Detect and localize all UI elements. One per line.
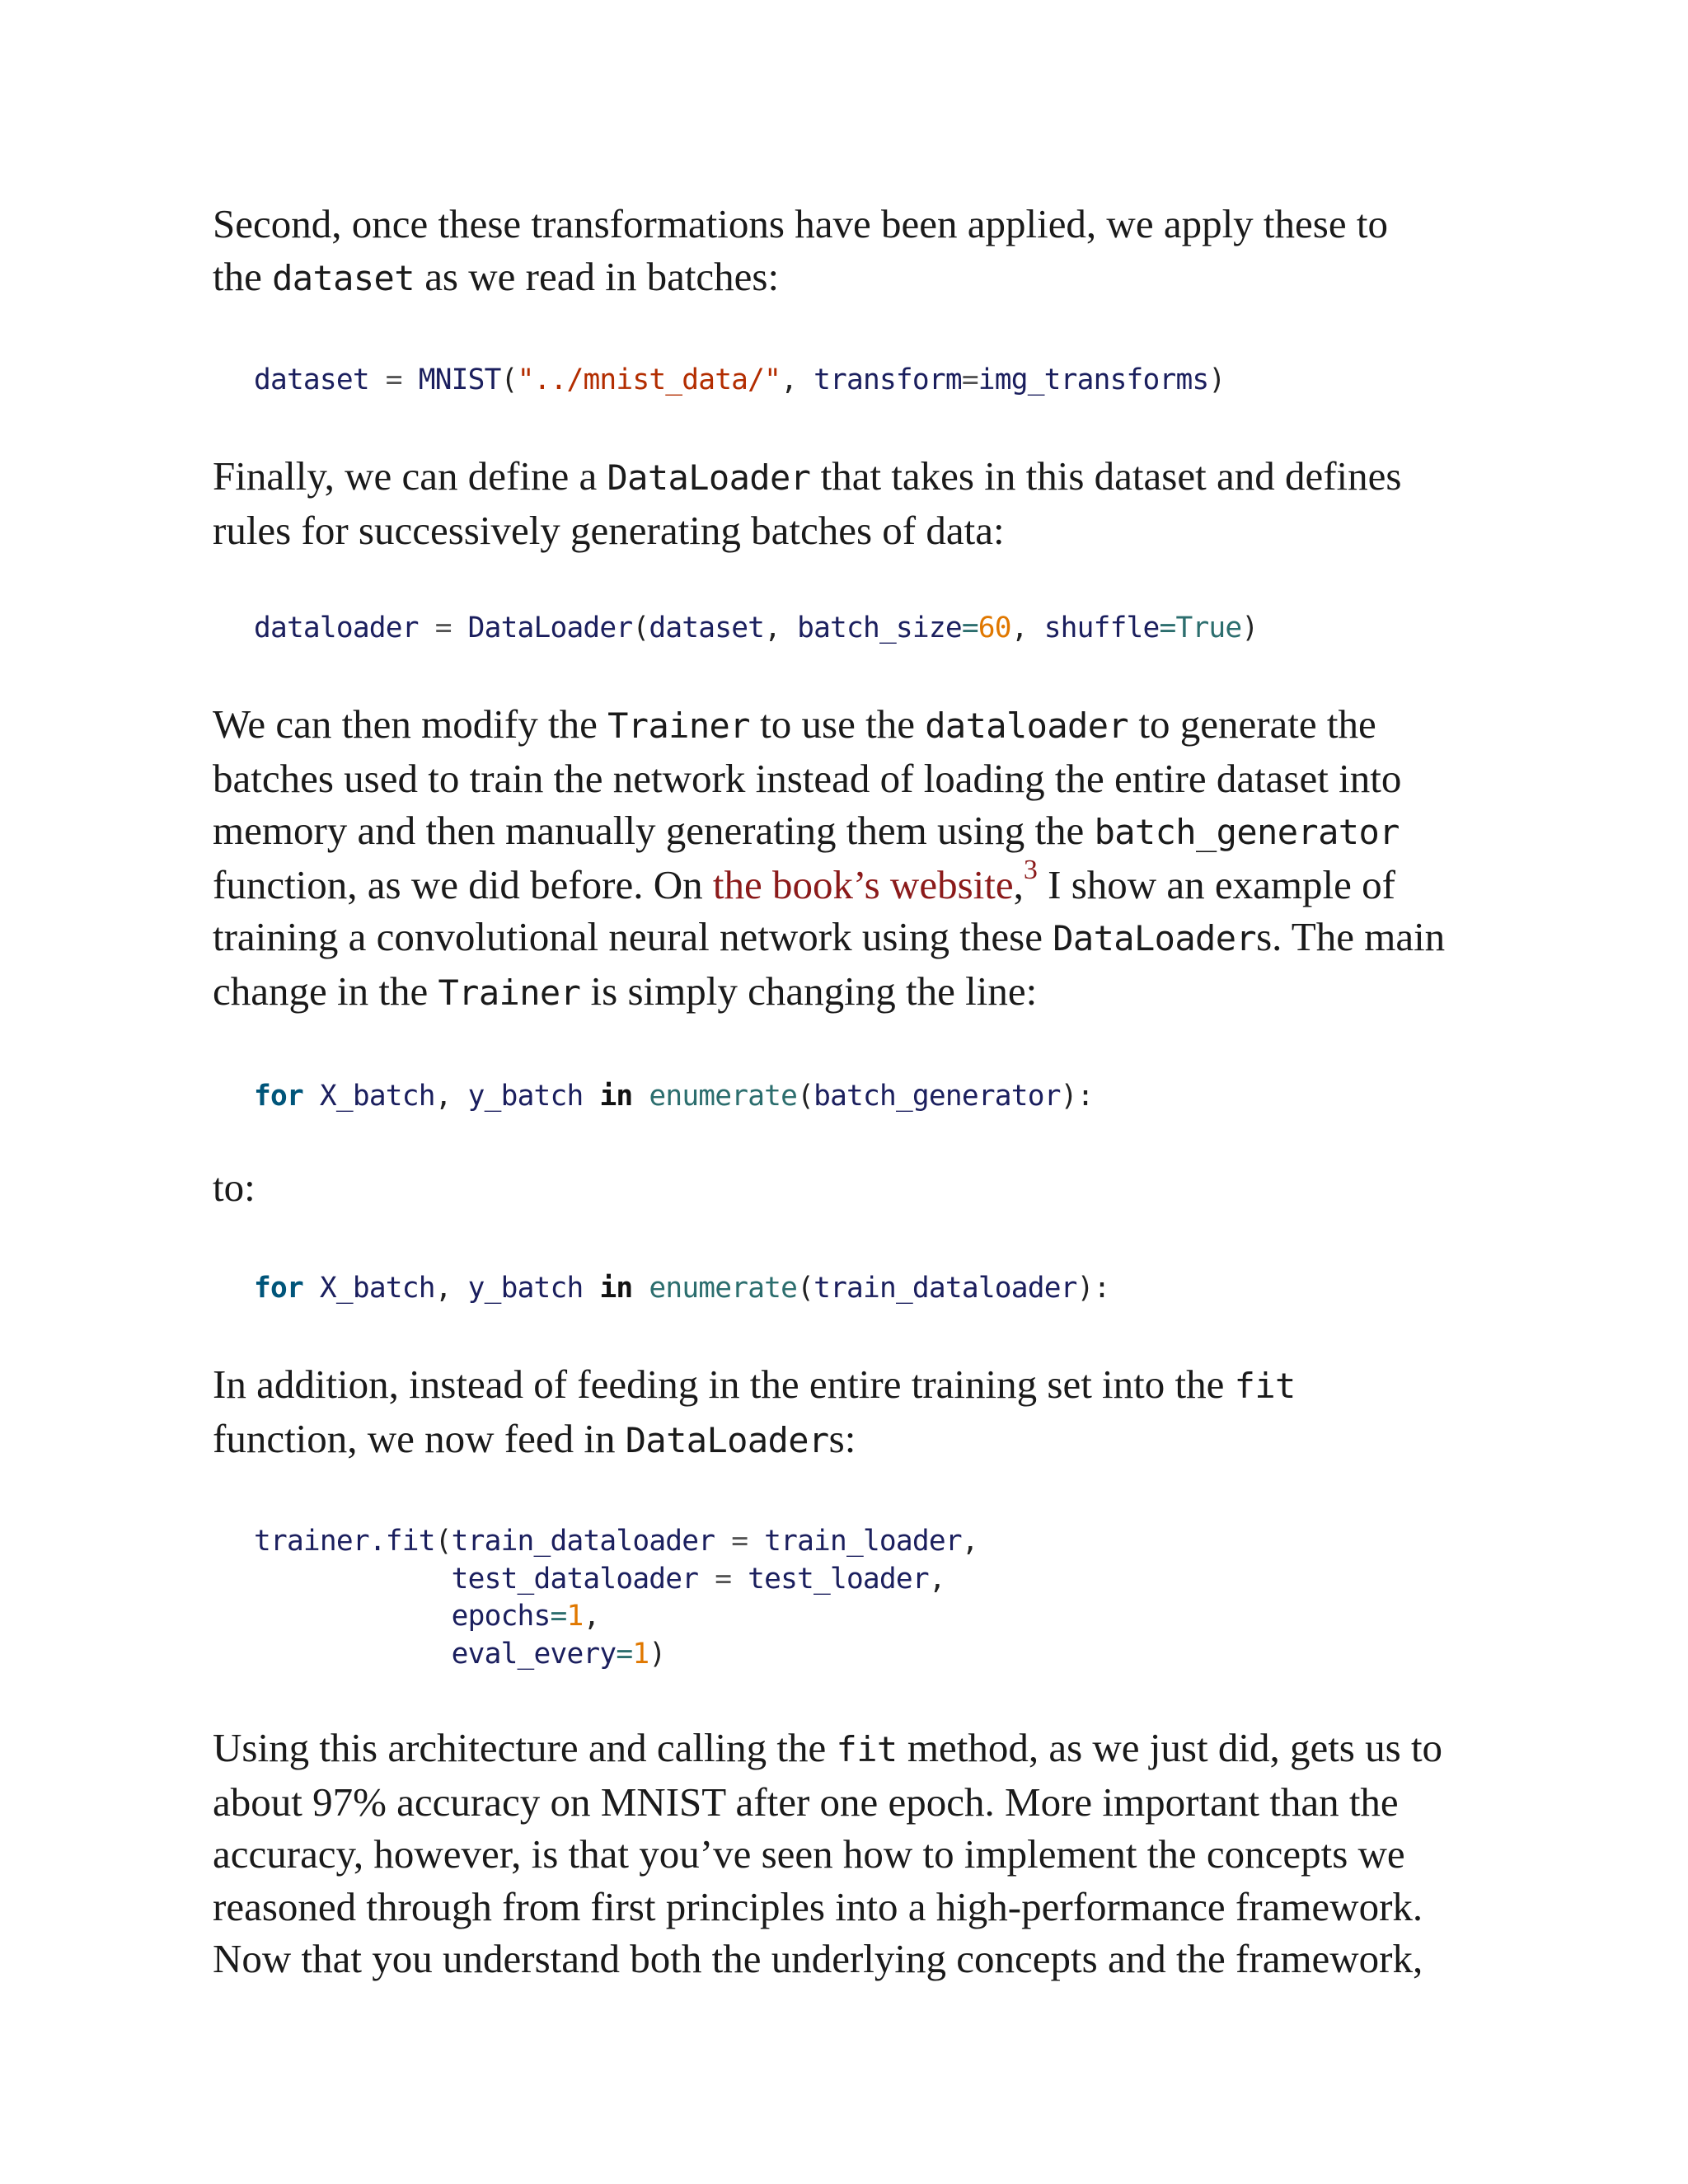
code-token: ): — [1076, 1272, 1110, 1305]
text: Second, once these transformations have been applied, we apply these to — [213, 201, 1388, 246]
code-token: test_loader — [748, 1562, 929, 1596]
code-line — [254, 1636, 978, 1674]
text-line — [213, 198, 1482, 251]
text-line — [213, 965, 1482, 1019]
code-line — [254, 1598, 978, 1636]
code-token — [583, 1080, 599, 1113]
code-token: for — [254, 1080, 303, 1113]
code-token: = — [550, 1600, 567, 1633]
text: function, we now feed in — [213, 1415, 626, 1461]
code-token: in — [599, 1080, 633, 1113]
code-token: train_dataloader — [814, 1272, 1077, 1305]
code-token — [303, 1272, 320, 1305]
text: about 97% accuracy on MNIST after one epoch. More important than the — [213, 1779, 1399, 1825]
code-token: = — [1159, 612, 1176, 644]
text: to: — [213, 1165, 256, 1210]
text: change in the — [213, 968, 438, 1014]
text: batches used to train the network instead of loading the entire dataset into — [213, 755, 1402, 801]
code-indent — [254, 1563, 452, 1596]
code-token: , — [961, 1525, 978, 1558]
code-token: enumerate — [649, 1080, 798, 1113]
code-token: for — [254, 1272, 303, 1305]
inline-code: DataLoader — [625, 1419, 829, 1460]
code-token: = — [368, 363, 419, 396]
code-token: , — [764, 612, 798, 644]
text: that takes in this dataset and defines — [810, 453, 1402, 499]
text: function, as we did before. On — [213, 861, 713, 907]
text: accuracy, however, is that you’ve seen how to implement the concepts we — [213, 1831, 1405, 1877]
text-line — [213, 752, 1482, 805]
code-block-for-train-dataloader — [254, 1270, 1110, 1308]
code-token: epochs — [451, 1600, 551, 1633]
inline-code: dataset — [272, 257, 415, 298]
text: We can then modify the — [213, 701, 608, 747]
text-line — [213, 1722, 1482, 1776]
text: , — [1013, 861, 1024, 907]
code-token: eval_every — [451, 1637, 617, 1671]
paragraph-to — [213, 1161, 1482, 1214]
text-line — [213, 1776, 1482, 1829]
code-token: ( — [434, 1525, 452, 1558]
code-token: ( — [797, 1080, 814, 1113]
code-token: ( — [500, 363, 518, 396]
text: method, as we just did, gets us to — [897, 1725, 1443, 1770]
text: In addition, instead of feeding in the entire training set into the — [213, 1361, 1235, 1407]
text: Now that you understand both the underlying concepts and the framework, — [213, 1936, 1423, 1981]
text-line — [213, 1933, 1482, 1985]
code-token: 60 — [978, 612, 1011, 644]
code-token: = — [715, 1525, 765, 1558]
code-token: dataloader — [254, 612, 419, 644]
text-line — [213, 1161, 1482, 1214]
text: s. The main — [1256, 914, 1446, 959]
code-token: , — [781, 363, 814, 396]
text-line — [213, 504, 1482, 557]
code-token: dataset — [649, 612, 765, 644]
inline-code: DataLoader — [1053, 918, 1257, 958]
code-token: = — [418, 612, 468, 644]
code-token: "../mnist_data/" — [517, 363, 781, 396]
text-line — [213, 698, 1482, 752]
text: Finally, we can define a — [213, 453, 607, 499]
code-token: test_dataloader — [451, 1562, 699, 1596]
code-token: DataLoader — [467, 612, 633, 644]
text-line — [213, 855, 1482, 912]
code-indent — [254, 1638, 452, 1671]
code-token: train_loader — [764, 1525, 962, 1558]
code-token: img_transforms — [978, 363, 1209, 396]
text-line — [213, 1828, 1482, 1881]
paragraph-trainer — [213, 698, 1482, 1019]
code-token: ): — [1060, 1080, 1094, 1113]
text: rules for successively generating batches of data: — [213, 507, 1005, 553]
paragraph-accuracy — [213, 1722, 1482, 1985]
inline-code: Trainer — [438, 972, 581, 1013]
code-token: batch_size — [797, 612, 962, 644]
code-block-dataset — [254, 362, 1225, 400]
code-token — [632, 1272, 649, 1305]
code-token: ( — [632, 612, 649, 644]
code-token: in — [599, 1272, 633, 1305]
paragraph-transforms — [213, 198, 1482, 304]
code-token: = — [616, 1637, 633, 1671]
code-token: transform — [814, 363, 962, 396]
text: to generate the — [1128, 701, 1376, 747]
inline-code: Trainer — [607, 705, 750, 746]
code-token: = — [961, 363, 978, 396]
inline-code: batch_generator — [1094, 812, 1400, 852]
code-token: train_dataloader — [451, 1525, 715, 1558]
code-token: shuffle — [1043, 612, 1160, 644]
code-token: batch_generator — [814, 1080, 1061, 1113]
code-token: , — [583, 1600, 600, 1633]
code-token: , — [434, 1272, 468, 1305]
text: reasoned through from first principles into a high-performance framework. — [213, 1883, 1423, 1929]
code-token — [303, 1080, 320, 1113]
code-block-trainer-fit — [254, 1523, 978, 1673]
code-line — [254, 1561, 978, 1599]
code-token: MNIST — [418, 363, 501, 396]
text-line — [213, 251, 1482, 305]
text: the — [213, 253, 273, 299]
code-token: ) — [1241, 612, 1259, 644]
code-token: True — [1175, 612, 1242, 644]
code-token: X_batch — [319, 1080, 435, 1113]
code-token: dataset — [254, 363, 369, 396]
text-line — [213, 1881, 1482, 1933]
code-block-dataloader — [254, 610, 1258, 648]
code-block-for-batch-generator — [254, 1078, 1094, 1116]
text: memory and then manually generating them using the — [213, 808, 1095, 853]
code-token: , — [434, 1080, 468, 1113]
code-line — [254, 1523, 978, 1561]
code-token: 1 — [566, 1600, 584, 1633]
text: to use the — [749, 701, 926, 747]
text: s: — [828, 1415, 856, 1461]
code-token: ) — [1208, 363, 1226, 396]
text-line — [213, 1413, 1482, 1467]
book-website-link[interactable]: the book’s website — [712, 861, 1014, 907]
text-line — [213, 450, 1482, 504]
paragraph-dataloader — [213, 450, 1482, 556]
code-token: ) — [649, 1637, 666, 1671]
code-token — [583, 1272, 599, 1305]
paragraph-fit — [213, 1358, 1482, 1466]
inline-code: DataLoader — [607, 457, 811, 498]
code-token: trainer.fit — [254, 1525, 435, 1558]
text-line — [213, 911, 1482, 965]
code-token: = — [698, 1562, 748, 1596]
code-token: , — [928, 1562, 945, 1596]
inline-code: fit — [1234, 1366, 1296, 1406]
text: as we read in batches: — [414, 253, 780, 299]
text: is simply changing the line: — [580, 968, 1038, 1014]
code-token: y_batch — [467, 1272, 584, 1305]
footnote-marker[interactable]: 3 — [1023, 855, 1038, 886]
code-token — [632, 1080, 649, 1113]
code-token: y_batch — [467, 1080, 584, 1113]
code-token: = — [961, 612, 978, 644]
text: training a convolutional neural network using these — [213, 914, 1053, 959]
text: Using this architecture and calling the — [213, 1725, 837, 1770]
code-token: ( — [797, 1272, 814, 1305]
text: I show an example of — [1037, 861, 1395, 907]
inline-code: fit — [836, 1729, 898, 1769]
code-indent — [254, 1600, 452, 1633]
code-token: , — [1010, 612, 1044, 644]
code-token: enumerate — [649, 1272, 798, 1305]
text-line — [213, 804, 1482, 859]
code-token: X_batch — [319, 1272, 435, 1305]
code-token: 1 — [632, 1637, 649, 1671]
inline-code: dataloader — [925, 705, 1129, 746]
text-line — [213, 1358, 1482, 1413]
